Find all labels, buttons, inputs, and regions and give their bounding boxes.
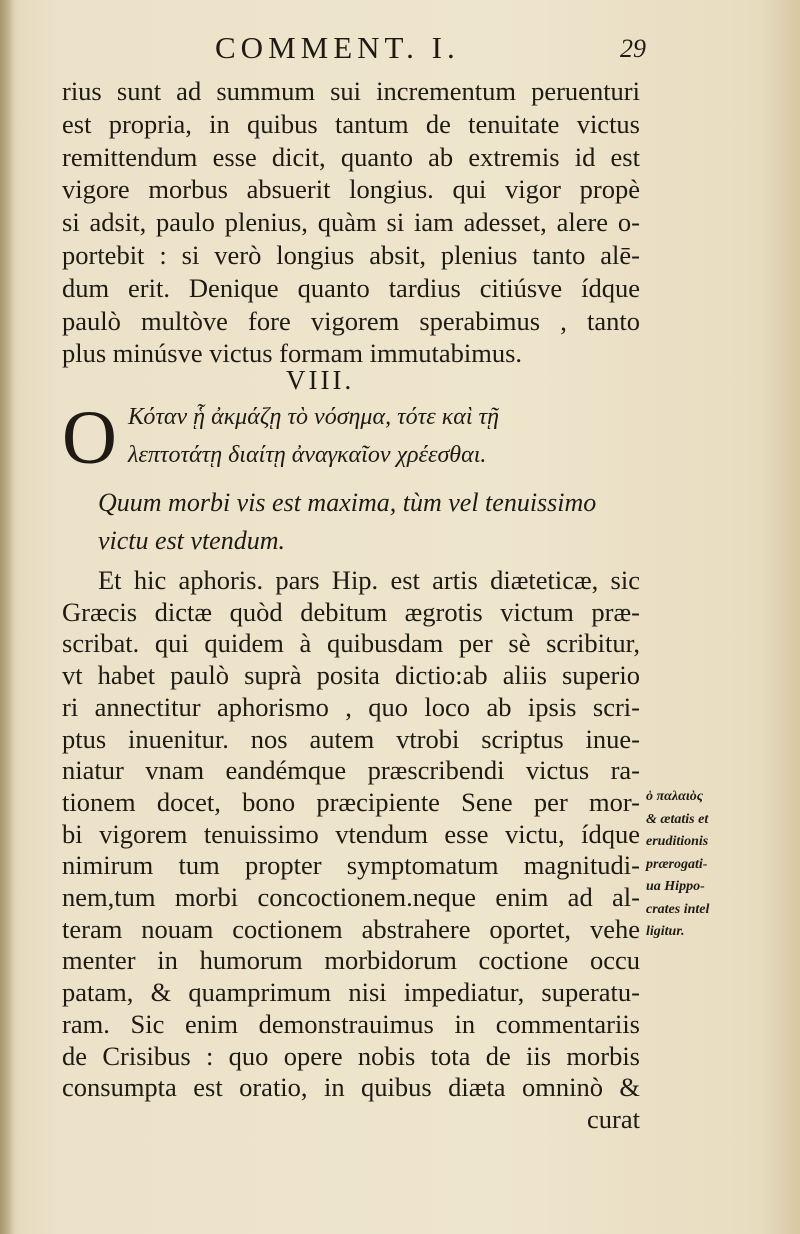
text-line: remittendum esse dicit, quanto ab extremis id est <box>62 141 640 172</box>
text-line: nimirum tum propter symptomatum magnitudi- <box>62 850 640 881</box>
text-line: de Crisibus : quo opere nobis tota de iis morbis <box>62 1040 640 1071</box>
drop-cap-initial: O <box>62 396 117 480</box>
greek-line: Κόταν ᾗ ἀκμάζῃ τὸ νόσημα, τότε καὶ τῇ <box>128 404 499 430</box>
aphorism-latin: Quum morbi vis est maxima, tùm vel tenuissimo victu est vtendum. <box>98 488 597 555</box>
page-number: 29 <box>620 34 646 63</box>
marginal-note <box>646 786 776 944</box>
text-line: ram. Sic enim demonstrauimus in commentariis <box>62 1008 640 1039</box>
marginal-note-line: prærogati- <box>646 856 708 872</box>
text-line: Græcis dictæ quòd debitum ægrotis victum præ- <box>62 596 640 627</box>
catchword: curat <box>587 1103 640 1134</box>
text-line: Et hic aphoris. pars Hip. est artis diæteticæ, sic <box>98 565 640 595</box>
text-line: consumpta est oratio, in quibus diæta omninò & <box>62 1072 640 1103</box>
running-head-title: COMMENT. I. <box>215 30 460 65</box>
text-line: menter in humorum morbidorum coctione occu <box>62 945 640 976</box>
text-line: vt habet paulò suprà posita dictio:ab aliis superio <box>62 660 640 691</box>
marginal-note-line: & ætatis et <box>646 811 709 827</box>
text-line: portebit : si verò longius absit, plenius tanto alē- <box>62 239 640 270</box>
marginal-note-line: eruditionis <box>646 834 709 849</box>
text-line: patam, & quamprimum nisi impediatur, superatu- <box>62 977 640 1008</box>
text-line: est propria, in quibus tantum de tenuitate victus <box>62 108 640 139</box>
marginal-note-line: ligitur. <box>646 924 685 939</box>
text-line: niatur vnam eandémque præscribendi victus ra- <box>62 755 640 786</box>
text-line: si adsit, paulo plenius, quàm si iam adesset, alere o- <box>62 207 640 238</box>
text-line: teram nouam coctionem abstrahere oportet, vehe <box>62 913 640 944</box>
body-text-top <box>62 75 640 370</box>
text-line: dum erit. Denique quanto tardius citiúsve ídque <box>62 272 640 303</box>
marginal-note-line: ua Hippo- <box>646 879 705 894</box>
marginal-note-line: ὁ παλαιὸς <box>646 789 703 804</box>
text-line: scribat. qui quidem à quibusdam per sè scribitur, <box>62 628 640 659</box>
running-head <box>0 30 800 70</box>
text-line: plus minúsve victus formam immutabimus. <box>62 338 523 369</box>
text-line: tionem docet, bono præcipiente Sene per mor- <box>62 786 640 817</box>
text-line: rius sunt ad summum sui incrementum peruenturi <box>62 76 640 106</box>
page-gutter <box>0 0 14 1234</box>
text-line: vigore morbus absuerit longius. qui vigor propè <box>62 174 640 205</box>
aphorism-greek <box>62 398 640 478</box>
section-heading: VIII. <box>286 365 355 395</box>
text-line: ptus inuenitur. nos autem vtrobi scriptus inue- <box>62 723 640 754</box>
text-line: paulò multòve fore vigorem sperabimus , tanto <box>62 305 640 336</box>
text-line: ri annectitur aphorismo , quo loco ab ipsis scri- <box>62 691 640 722</box>
text-line: bi vigorem tenuissimo vtendum esse victu, ídque <box>62 818 640 849</box>
text-line: nem,tum morbi concoctionem.neque enim ad al- <box>62 882 640 913</box>
commentary-text <box>62 565 640 1136</box>
greek-line: λεπτοτάτῃ διαίτῃ ἀναγκαῖον χρέεσθαι. <box>128 442 487 468</box>
marginal-note-line: crates intel <box>646 901 710 917</box>
